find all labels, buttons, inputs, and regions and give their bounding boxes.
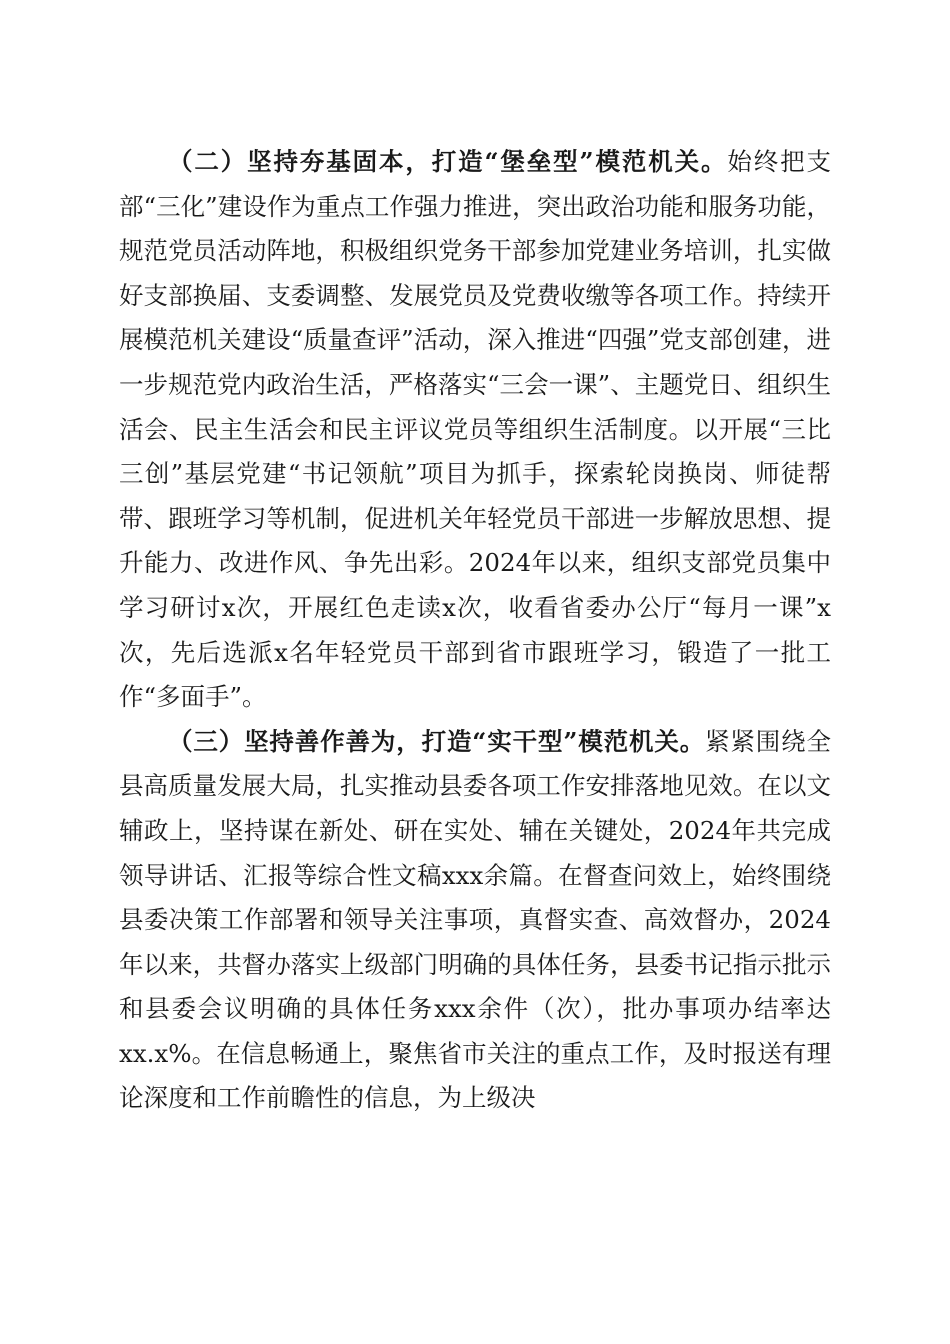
paragraph-section-3 (119, 720, 831, 1121)
section-heading-3: （三）坚持善作善为，打造“实干型”模范机关。 (168, 726, 706, 756)
section-heading-2: （二）坚持夯基固本，打造“堡垒型”模范机关。 (168, 147, 728, 176)
document-body (119, 140, 831, 1121)
paragraph-text-2: 始终把支部“三化”建设作为重点工作强力推进，突出政治功能和服务功能，规范党员活动阵地，积极组织党务干部参加党建业务培训，扎实做好支部换届、支委调整、发展党员及党费收缴等各项工作。持续开展模范机关建设“质量查评”活动，深入推进“四强”党支部创建，进一步规范党内政治生活，严格落实“三会一课”、主题党日、组织生活会、民主生活会和民主评议党员等组织生活制度。以开展“三比三创”基层党建“书记领航”项目为抓手，探索轮岗换岗、师徒帮带、跟班学习等机制，促进机关年轻党员干部进一步解放思想、提升能力、改进作风、争先出彩。2024年以来，组织支部党员集中学习研讨x次，开展红色走读x次，收看省委办公厅“每月一课”x次，先后选派x名年轻党员干部到省市跟班学习，锻造了一批工作“多面手”。 (119, 147, 832, 712)
paragraph-section-2 (119, 140, 831, 720)
paragraph-text-3: 紧紧围绕全县高质量发展大局，扎实推动县委各项工作安排落地见效。在以文辅政上，坚持谋在新处、研在实处、辅在关键处，2024年共完成领导讲话、汇报等综合性文稿xxx余篇。在督查问效上，始终围绕县委决策工作部署和领导关注事项，真督实查、高效督办，2024年以来，共督办落实上级部门明确的具体任务，县委书记指示批示和县委会议明确的具体任务xxx余件（次），批办事项办结率达xx.x%。在信息畅通上，聚焦省市关注的重点工作，及时报送有理论深度和工作前瞻性的信息，为上级决 (119, 726, 831, 1113)
